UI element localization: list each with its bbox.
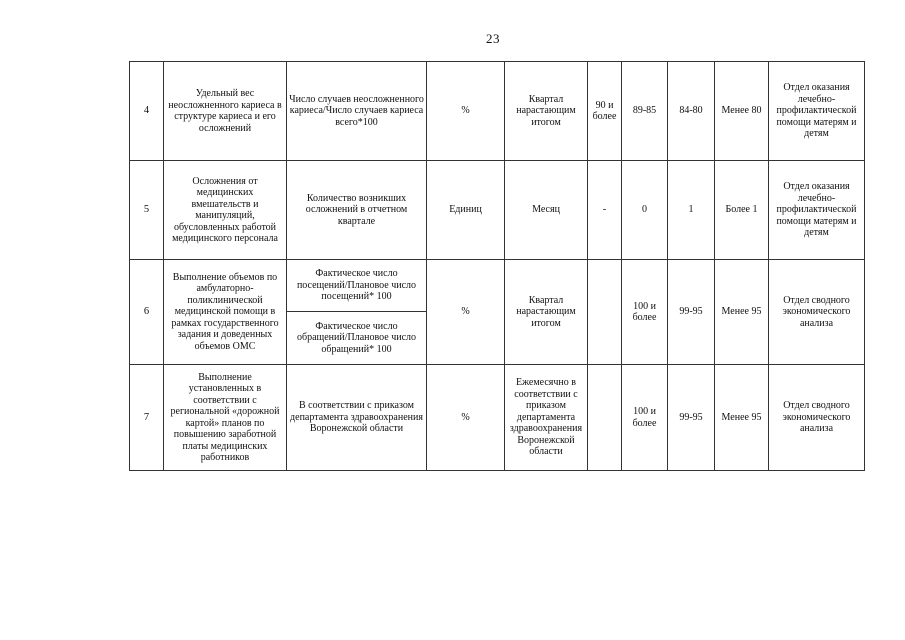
value-level-2: 89-85 (622, 62, 668, 161)
value-level-4: Менее 95 (715, 260, 769, 365)
calculation-formula-appeals: Фактическое число обращений/Плановое число обращений* 100 (287, 312, 427, 365)
value-level-2: 100 и более (622, 260, 668, 365)
unit: % (427, 365, 505, 471)
page-number: 23 (486, 31, 500, 46)
reporting-period: Квартал нарастающим итогом (505, 62, 588, 161)
reporting-period: Месяц (505, 161, 588, 260)
responsible-department: Отдел сводного экономического анализа (769, 260, 865, 365)
table-row-6 (130, 260, 865, 312)
responsible-department: Отдел оказания лечебно-профилактической помощи матерям и детям (769, 62, 865, 161)
value-level-2: 100 и более (622, 365, 668, 471)
table-row-7 (130, 365, 865, 471)
indicators-table (129, 61, 865, 471)
calculation-formula: В соответствии с приказом департамента здравоохранения Воронежской области (287, 365, 427, 471)
responsible-department: Отдел оказания лечебно-профилактической помощи матерям и детям (769, 161, 865, 260)
indicator-name: Выполнение объемов по амбулаторно-поликлинической медицинской помощи в рамках государственного задания и доведенных объемов ОМС (164, 260, 287, 365)
row-number: 5 (130, 161, 164, 260)
unit: % (427, 62, 505, 161)
reporting-period: Ежемесячно в соответствии с приказом департамента здравоохранения Воронежской области (505, 365, 588, 471)
value-level-2: 0 (622, 161, 668, 260)
value-level-3: 1 (668, 161, 715, 260)
value-level-4: Более 1 (715, 161, 769, 260)
value-level-1: - (588, 161, 622, 260)
value-level-4: Менее 80 (715, 62, 769, 161)
row-number: 7 (130, 365, 164, 471)
value-level-4: Менее 95 (715, 365, 769, 471)
unit: % (427, 260, 505, 365)
calculation-formula: Количество возникших осложнений в отчетном квартале (287, 161, 427, 260)
indicator-name: Выполнение установленных в соответствии с региональной «дорожной картой» планов по повышению заработной платы медицинских работников (164, 365, 287, 471)
value-level-3: 99-95 (668, 365, 715, 471)
row-number: 6 (130, 260, 164, 365)
value-level-3: 99-95 (668, 260, 715, 365)
indicator-name: Удельный вес неосложненного кариеса в структуре кариеса и его осложнений (164, 62, 287, 161)
value-level-3: 84-80 (668, 62, 715, 161)
reporting-period: Квартал нарастающим итогом (505, 260, 588, 365)
unit: Единиц (427, 161, 505, 260)
indicator-name: Осложнения от медицинских вмешательств и манипуляций, обусловленных работой медицинского персонала (164, 161, 287, 260)
calculation-formula-visits: Фактическое число посещений/Плановое число посещений* 100 (287, 260, 427, 312)
value-level-1: 90 и более (588, 62, 622, 161)
responsible-department: Отдел сводного экономического анализа (769, 365, 865, 471)
row-number: 4 (130, 62, 164, 161)
value-level-1 (588, 260, 622, 365)
value-level-1 (588, 365, 622, 471)
table-row-4 (130, 62, 865, 161)
table-row-5 (130, 161, 865, 260)
calculation-formula: Число случаев неосложненного кариеса/Число случаев кариеса всего*100 (287, 62, 427, 161)
